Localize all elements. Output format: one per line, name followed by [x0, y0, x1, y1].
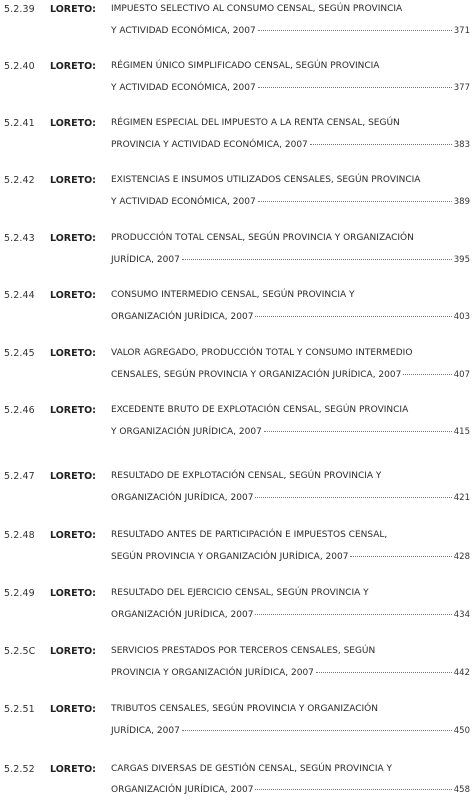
entry-title-line1: IMPUESTO SELECTIVO AL CONSUMO CENSAL, SEGÚN PROVINCIA — [111, 4, 403, 14]
entry-number: 5.2.5C — [4, 646, 36, 657]
entry-title-line2: ORGANIZACIÓN JURÍDICA, 2007 — [111, 493, 254, 503]
entry-title-line2: Y ACTIVIDAD ECONÓMICA, 2007 — [111, 197, 256, 207]
toc-entry[interactable] — [0, 704, 474, 744]
toc-entry[interactable] — [0, 233, 474, 273]
entry-number: 5.2.40 — [4, 61, 35, 72]
entry-region: LORETO: — [50, 118, 96, 129]
dot-leader — [255, 606, 451, 615]
toc-entry[interactable] — [0, 118, 474, 158]
entry-title-line1: TRIBUTOS CENSALES, SEGÚN PROVINCIA Y ORGANIZACIÓN — [111, 704, 378, 714]
entry-region: LORETO: — [50, 4, 96, 15]
entry-title-line2: PROVINCIA Y ORGANIZACIÓN JURÍDICA, 2007 — [111, 668, 314, 678]
entry-number: 5.2.47 — [4, 471, 35, 482]
dot-leader — [258, 193, 452, 202]
entry-title-line2: SEGÚN PROVINCIA Y ORGANIZACIÓN JURÍDICA, 2007 — [111, 552, 349, 562]
entry-region: LORETO: — [50, 530, 96, 541]
entry-number: 5.2.42 — [4, 175, 35, 186]
dot-leader — [255, 489, 451, 498]
entry-page-number: 407 — [453, 370, 470, 380]
entry-page-number: 428 — [453, 552, 470, 562]
dot-leader — [258, 22, 452, 31]
entry-title-line1: CONSUMO INTERMEDIO CENSAL, SEGÚN PROVINCIA Y — [111, 290, 355, 300]
dot-leader — [182, 722, 452, 731]
toc-entry[interactable] — [0, 764, 474, 804]
entry-region: LORETO: — [50, 704, 96, 715]
toc-entry[interactable] — [0, 471, 474, 511]
entry-page-number: 442 — [453, 668, 470, 678]
entry-number: 5.2.46 — [4, 405, 35, 416]
dot-leader — [403, 366, 451, 375]
entry-title-line1: RESULTADO DEL EJERCICIO CENSAL, SEGÚN PROVINCIA Y — [111, 588, 369, 598]
entry-number: 5.2.39 — [4, 4, 35, 15]
entry-title-line2: JURÍDICA, 2007 — [111, 726, 180, 736]
entry-title-line2: ORGANIZACIÓN JURÍDICA, 2007 — [111, 312, 254, 322]
entry-number: 5.2.49 — [4, 588, 35, 599]
toc-entry[interactable] — [0, 4, 474, 44]
entry-title-line2: JURÍDICA, 2007 — [111, 255, 180, 265]
entry-title-line1: EXCEDENTE BRUTO DE EXPLOTACIÓN CENSAL, SEGÚN PROVINCIA — [111, 405, 409, 415]
entry-region: LORETO: — [50, 471, 96, 482]
entry-title-line1: RÉGIMEN ÚNICO SIMPLIFICADO CENSAL, SEGÚN PROVINCIA — [111, 61, 380, 71]
entry-region: LORETO: — [50, 764, 96, 775]
entry-number: 5.2.48 — [4, 530, 35, 541]
entry-region: LORETO: — [50, 646, 96, 657]
entry-title-line2: Y ACTIVIDAD ECONÓMICA, 2007 — [111, 26, 256, 36]
entry-number: 5.2.44 — [4, 290, 35, 301]
entry-title-line1: RESULTADO ANTES DE PARTICIPACIÓN E IMPUESTOS CENSAL, — [111, 530, 388, 540]
entry-title-line2: CENSALES, SEGÚN PROVINCIA Y ORGANIZACIÓN JURÍDICA, 2007 — [111, 370, 402, 380]
toc-entry[interactable] — [0, 588, 474, 628]
entry-page-number: 415 — [453, 427, 470, 437]
dot-leader — [182, 251, 452, 260]
entry-page-number: 450 — [453, 726, 470, 736]
entry-title-line2: Y ACTIVIDAD ECONÓMICA, 2007 — [111, 83, 256, 93]
entry-title-line2: PROVINCIA Y ACTIVIDAD ECONÓMICA, 2007 — [111, 140, 308, 150]
entry-number: 5.2.45 — [4, 348, 35, 359]
entry-region: LORETO: — [50, 405, 96, 416]
dot-leader — [316, 664, 452, 673]
entry-region: LORETO: — [50, 61, 96, 72]
dot-leader — [350, 548, 451, 557]
dot-leader — [258, 79, 452, 88]
entry-page-number: 383 — [453, 140, 470, 150]
entry-title-line1: RESULTADO DE EXPLOTACIÓN CENSAL, SEGÚN PROVINCIA Y — [111, 471, 382, 481]
entry-region: LORETO: — [50, 348, 96, 359]
toc-entry[interactable] — [0, 348, 474, 388]
entry-title-line1: VALOR AGREGADO, PRODUCCIÓN TOTAL Y CONSUMO INTERMEDIO — [111, 348, 413, 358]
entry-page-number: 421 — [453, 493, 470, 503]
entry-page-number: 377 — [453, 83, 470, 93]
dot-leader — [310, 136, 452, 145]
toc-entry[interactable] — [0, 290, 474, 330]
dot-leader — [255, 308, 451, 317]
entry-number: 5.2.52 — [4, 764, 35, 775]
entry-page-number: 389 — [453, 197, 470, 207]
entry-page-number: 458 — [453, 785, 470, 795]
toc-entry[interactable] — [0, 175, 474, 215]
dot-leader — [264, 423, 452, 432]
entry-number: 5.2.41 — [4, 118, 35, 129]
entry-title-line2: ORGANIZACIÓN JURÍDICA, 2007 — [111, 610, 254, 620]
toc-entry[interactable] — [0, 530, 474, 570]
entry-page-number: 371 — [453, 26, 470, 36]
entry-title-line1: RÉGIMEN ESPECIAL DEL IMPUESTO A LA RENTA CENSAL, SEGÚN — [111, 118, 400, 128]
entry-title-line1: CARGAS DIVERSAS DE GESTIÓN CENSAL, SEGÚN PROVINCIA Y — [111, 764, 393, 774]
entry-page-number: 395 — [453, 255, 470, 265]
entry-title-line1: SERVICIOS PRESTADOS POR TERCEROS CENSALES, SEGÚN — [111, 646, 376, 656]
entry-page-number: 434 — [453, 610, 470, 620]
entry-number: 5.2.43 — [4, 233, 35, 244]
toc-entry[interactable] — [0, 646, 474, 686]
entry-region: LORETO: — [50, 233, 96, 244]
entry-page-number: 403 — [453, 312, 470, 322]
toc-entry[interactable] — [0, 61, 474, 101]
toc-entry[interactable] — [0, 405, 474, 445]
entry-title-line1: EXISTENCIAS E INSUMOS UTILIZADOS CENSALES, SEGÚN PROVINCIA — [111, 175, 421, 185]
entry-region: LORETO: — [50, 175, 96, 186]
entry-title-line2: ORGANIZACIÓN JURÍDICA, 2007 — [111, 785, 254, 795]
entry-title-line1: PRODUCCIÓN TOTAL CENSAL, SEGÚN PROVINCIA Y ORGANIZACIÓN — [111, 233, 414, 243]
entry-region: LORETO: — [50, 290, 96, 301]
entry-region: LORETO: — [50, 588, 96, 599]
entry-title-line2: Y ORGANIZACIÓN JURÍDICA, 2007 — [111, 427, 262, 437]
dot-leader — [255, 781, 451, 790]
entry-number: 5.2.51 — [4, 704, 35, 715]
